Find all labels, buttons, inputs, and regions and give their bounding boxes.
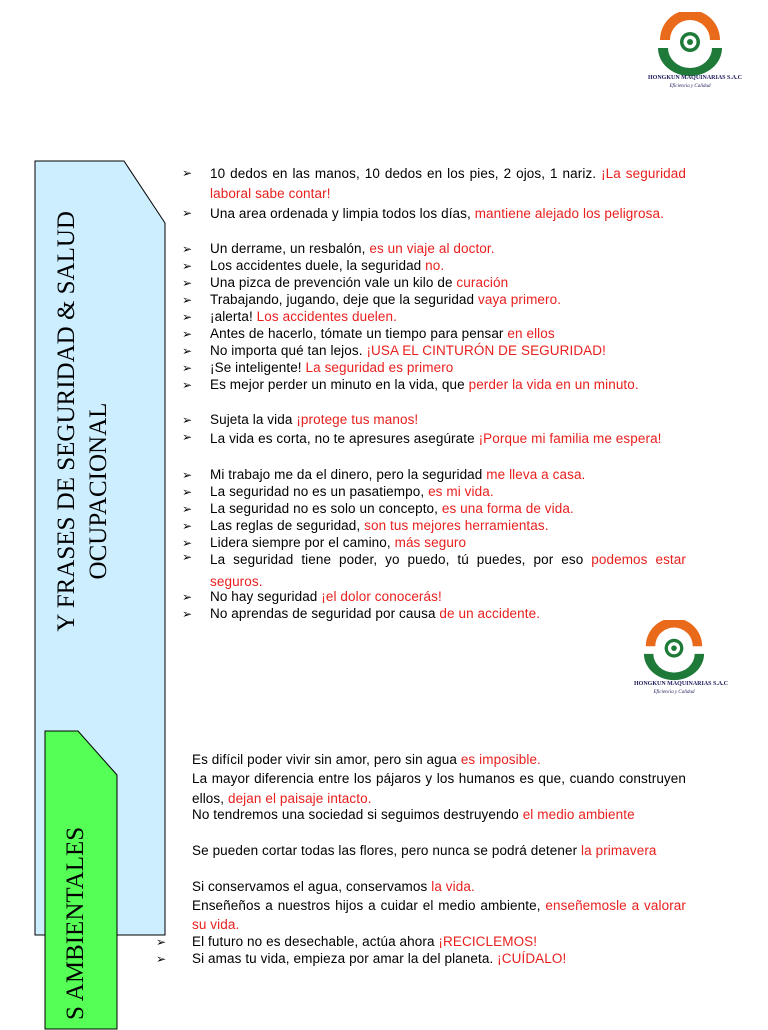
logo-slogan-text: Eficiencia y Calidad bbox=[653, 690, 695, 695]
list-item: ➢ ¡Se inteligente! La seguridad es primero bbox=[182, 360, 454, 375]
list-item: Es difícil poder vivir sin amor, pero sin agua es imposible. bbox=[192, 752, 541, 767]
company-logo-top bbox=[648, 12, 743, 96]
arrow-bullet-icon: ➢ bbox=[182, 276, 193, 290]
list-item: ➢ La seguridad tiene poder, yo puedo, tú puedes, por eso podemos estar seguros. bbox=[182, 550, 686, 589]
arrow-bullet-icon: ➢ bbox=[182, 344, 193, 358]
arrow-bullet-icon: ➢ bbox=[182, 430, 193, 444]
list-item: ➢ Antes de hacerlo, tómate un tiempo para pensar en ellos bbox=[182, 326, 555, 341]
list-item: ➢ Una pizca de prevención vale un kilo de curación bbox=[182, 275, 509, 290]
logo-brand-text: HONGKUN MAQUINARIAS S.A.C bbox=[634, 681, 729, 687]
list-item: ➢ Mi trabajo me da el dinero, pero la seguridad me lleva a casa. bbox=[182, 467, 586, 482]
company-logo-middle bbox=[634, 620, 729, 700]
arrow-bullet-icon: ➢ bbox=[182, 485, 193, 499]
arrow-bullet-icon: ➢ bbox=[156, 935, 167, 949]
list-item: ➢ Las reglas de seguridad, son tus mejores herramientas. bbox=[182, 518, 549, 533]
list-item: Si conservamos el agua, conservamos la vida. bbox=[192, 879, 475, 894]
list-item: ➢ No importa qué tan lejos. ¡USA EL CINTURÓN DE SEGURIDAD! bbox=[182, 343, 606, 358]
list-item: ➢ Los accidentes duele, la seguridad no. bbox=[182, 258, 445, 273]
arrow-bullet-icon: ➢ bbox=[182, 590, 193, 604]
arrow-bullet-icon: ➢ bbox=[182, 242, 193, 256]
list-item: ➢ La seguridad no es un pasatiempo, es mi vida. bbox=[182, 484, 494, 499]
arrow-bullet-icon: ➢ bbox=[182, 378, 193, 392]
list-item: ➢ Una area ordenada y limpia todos los días, mantiene alejado los peligrosa. bbox=[182, 206, 664, 221]
safety-section-title bbox=[51, 201, 121, 781]
arrow-bullet-icon: ➢ bbox=[182, 607, 193, 621]
list-item: ➢ 10 dedos en las manos, 10 dedos en los pies, 2 ojos, 1 nariz. ¡La seguridad laboral sabe contar! bbox=[182, 166, 686, 201]
list-item: ➢ Sujeta la vida ¡protege tus manos! bbox=[182, 412, 419, 427]
arrow-bullet-icon: ➢ bbox=[182, 259, 193, 273]
list-item: Se pueden cortar todas las flores, pero nunca se podrá detener la primavera bbox=[192, 843, 657, 858]
arrow-bullet-icon: ➢ bbox=[182, 327, 193, 341]
arrow-bullet-icon: ➢ bbox=[182, 310, 193, 324]
list-item: ➢ El futuro no es desechable, actúa ahora ¡RECICLEMOS! bbox=[156, 934, 538, 949]
list-item: ➢ Trabajando, jugando, deje que la seguridad vaya primero. bbox=[182, 292, 562, 307]
safety-title-line2: OCUPACIONAL bbox=[85, 402, 112, 580]
list-item: ➢ No hay seguridad ¡el dolor conocerás! bbox=[182, 589, 442, 604]
logo-emblem-icon bbox=[634, 620, 714, 682]
arrow-bullet-icon: ➢ bbox=[182, 206, 193, 220]
list-item: ➢ No aprendas de seguridad por causa de un accidente. bbox=[182, 606, 541, 621]
arrow-bullet-icon: ➢ bbox=[182, 413, 193, 427]
list-item: La mayor diferencia entre los pájaros y los humanos es que, cuando construyen ellos, dejan el paisaje intacto. bbox=[192, 771, 686, 806]
environment-section-title: S AMBIENTALES bbox=[62, 826, 89, 1020]
arrow-bullet-icon: ➢ bbox=[182, 550, 193, 564]
list-item: Enseñeños a nuestros hijos a cuidar el medio ambiente, enseñemosle a valorar su vida. bbox=[192, 898, 686, 932]
list-item: No tendremos una sociedad si seguimos destruyendo el medio ambiente bbox=[192, 807, 635, 822]
list-item: ➢ Un derrame, un resbalón, es un viaje al doctor. bbox=[182, 241, 495, 256]
list-item: ➢ ¡alerta! Los accidentes duelen. bbox=[182, 309, 397, 324]
safety-phrases-list bbox=[182, 164, 686, 623]
logo-emblem-icon bbox=[648, 12, 732, 78]
list-item: ➢ La seguridad no es solo un concepto, es una forma de vida. bbox=[182, 501, 574, 516]
logo-slogan-text: Eficiencia y Calidad bbox=[669, 84, 711, 89]
arrow-bullet-icon: ➢ bbox=[182, 502, 193, 516]
list-item: ➢ Lidera siempre por el camino, más seguro bbox=[182, 535, 467, 550]
logo-brand-text: HONGKUN MAQUINARIAS S.A.C bbox=[648, 75, 743, 81]
arrow-bullet-icon: ➢ bbox=[156, 952, 167, 966]
environment-phrases-list bbox=[156, 752, 686, 968]
list-item: ➢ Si amas tu vida, empieza por amar la del planeta. ¡CUÍDALO! bbox=[156, 951, 567, 966]
arrow-bullet-icon: ➢ bbox=[182, 293, 193, 307]
list-item: ➢ Es mejor perder un minuto en la vida, que perder la vida en un minuto. bbox=[182, 377, 639, 392]
safety-title-line1: Y FRASES DE SEGURIDAD & SALUD bbox=[53, 211, 80, 632]
arrow-bullet-icon: ➢ bbox=[182, 519, 193, 533]
arrow-bullet-icon: ➢ bbox=[182, 166, 193, 180]
arrow-bullet-icon: ➢ bbox=[182, 361, 193, 375]
arrow-bullet-icon: ➢ bbox=[182, 536, 193, 550]
arrow-bullet-icon: ➢ bbox=[182, 468, 193, 482]
list-item: ➢ La vida es corta, no te apresures asegúrate ¡Porque mi familia me espera! bbox=[182, 430, 662, 446]
